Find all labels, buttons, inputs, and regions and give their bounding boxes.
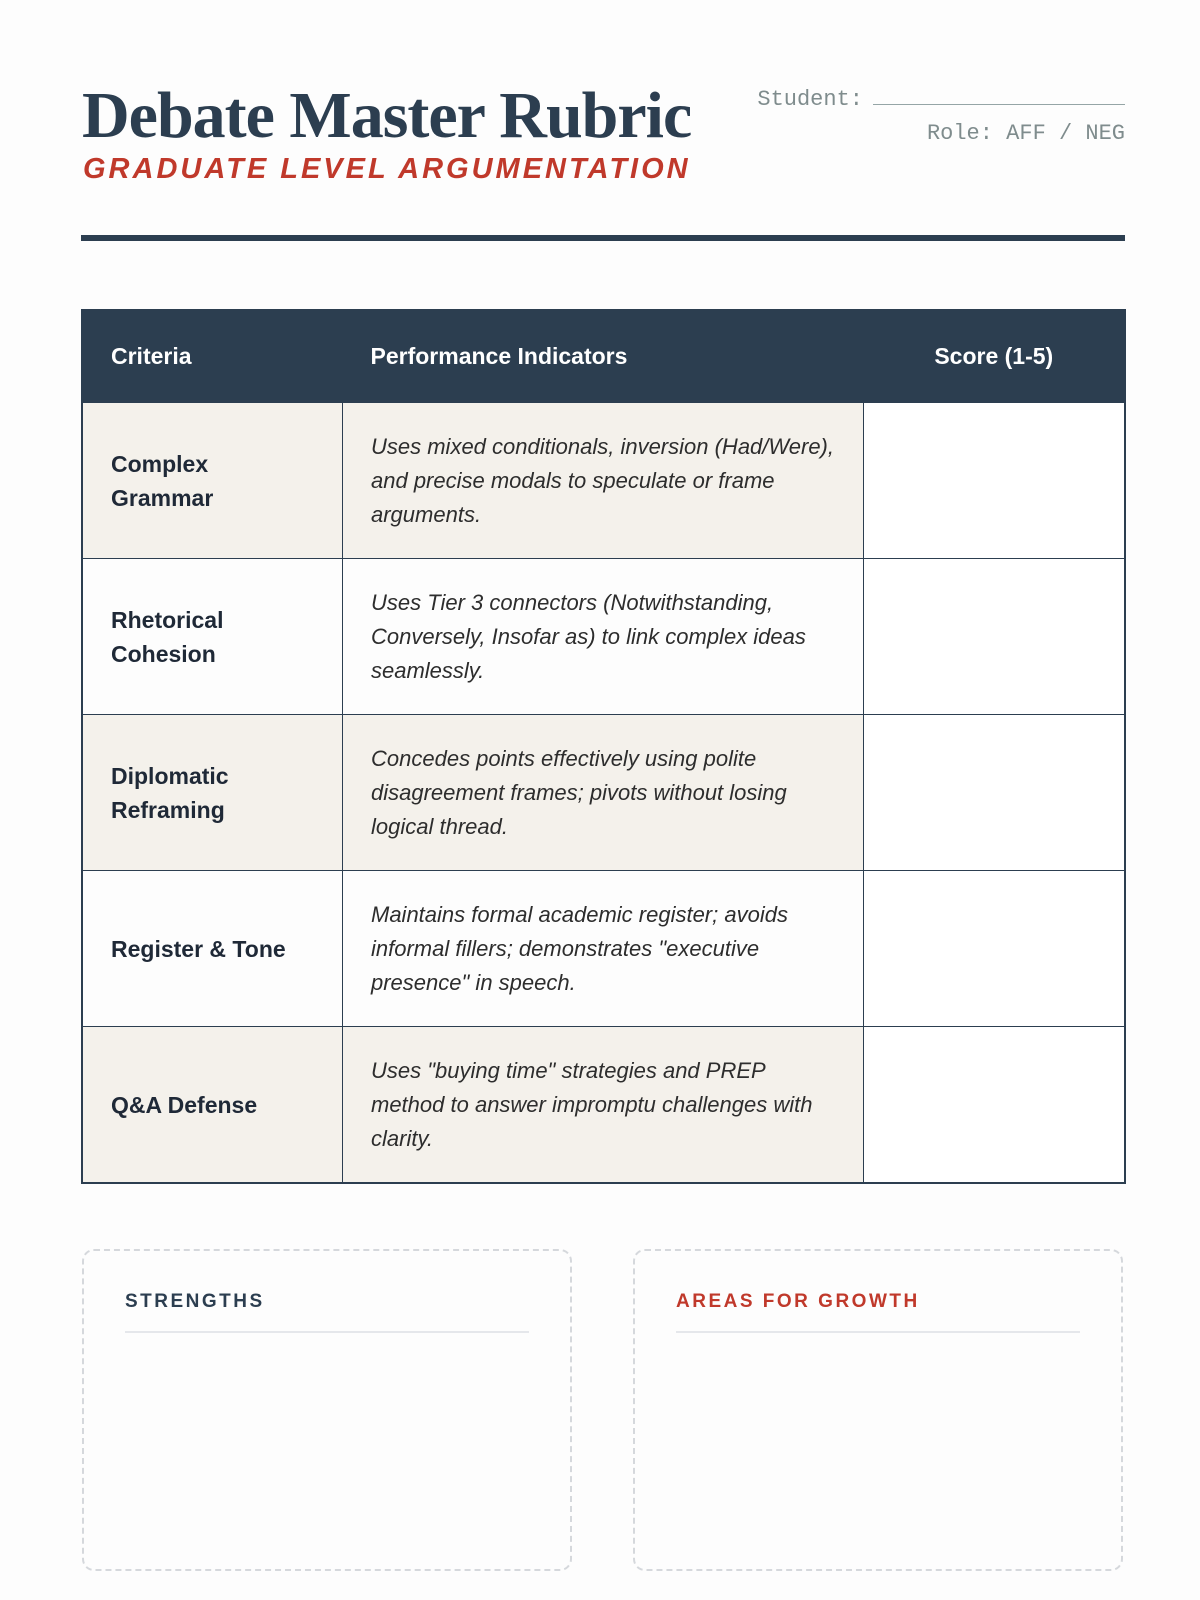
- student-meta: [757, 82, 1125, 151]
- growth-box[interactable]: [633, 1249, 1123, 1571]
- table-row: [82, 1027, 1125, 1184]
- strengths-heading: STRENGTHS: [125, 1291, 265, 1312]
- indicator-cell: Uses "buying time" strategies and PREP method to answer impromptu challenges with clarity.: [343, 1027, 864, 1184]
- criteria-cell: Diplomatic Reframing: [82, 715, 343, 871]
- score-cell[interactable]: [864, 715, 1126, 871]
- strengths-divider: [125, 1331, 529, 1333]
- page-title: Debate Master Rubric: [82, 79, 692, 152]
- score-cell[interactable]: [864, 403, 1126, 559]
- table-row: [82, 715, 1125, 871]
- growth-divider: [676, 1331, 1080, 1333]
- table-row: [82, 403, 1125, 559]
- header-score: Score (1-5): [864, 310, 1126, 403]
- criteria-cell: Rhetorical Cohesion: [82, 559, 343, 715]
- score-cell[interactable]: [864, 1027, 1126, 1184]
- page-subtitle: GRADUATE LEVEL ARGUMENTATION: [83, 153, 691, 185]
- role-label: Role: AFF / NEG: [926, 121, 1125, 146]
- header-indicators: Performance Indicators: [343, 310, 864, 403]
- student-name-field[interactable]: [873, 82, 1125, 105]
- table-header-row: [82, 310, 1125, 403]
- table-row: [82, 871, 1125, 1027]
- indicator-cell: Concedes points effectively using polite disagreement frames; pivots without losing logical thread.: [343, 715, 864, 871]
- score-cell[interactable]: [864, 871, 1126, 1027]
- header-divider: [81, 235, 1125, 241]
- student-label: Student:: [757, 87, 863, 112]
- rubric-table: [81, 309, 1126, 1184]
- criteria-cell: Q&A Defense: [82, 1027, 343, 1184]
- growth-heading: AREAS FOR GROWTH: [676, 1291, 920, 1312]
- indicator-cell: Uses Tier 3 connectors (Notwithstanding, Conversely, Insofar as) to link complex ideas seamlessly.: [343, 559, 864, 715]
- criteria-cell: Register & Tone: [82, 871, 343, 1027]
- indicator-cell: Uses mixed conditionals, inversion (Had/Were), and precise modals to speculate or frame arguments.: [343, 403, 864, 559]
- header-criteria: Criteria: [82, 310, 343, 403]
- criteria-cell: Complex Grammar: [82, 403, 343, 559]
- indicator-cell: Maintains formal academic register; avoids informal fillers; demonstrates "executive presence" in speech.: [343, 871, 864, 1027]
- strengths-box[interactable]: [82, 1249, 572, 1571]
- table-row: [82, 559, 1125, 715]
- score-cell[interactable]: [864, 559, 1126, 715]
